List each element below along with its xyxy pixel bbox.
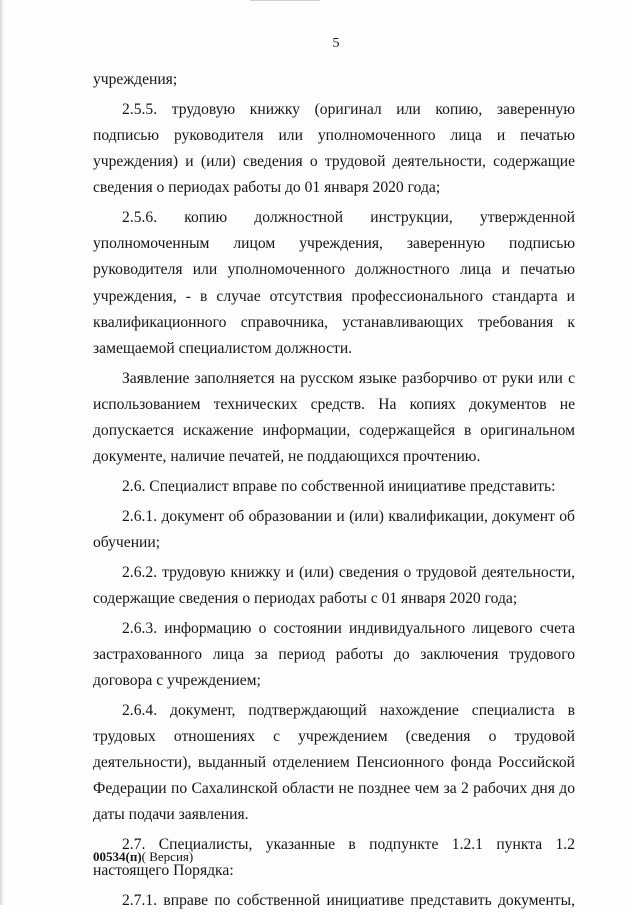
paragraph-2-5-6: 2.5.6. копию должностной инструкции, утвержденной уполномоченным лицом учреждения, заверенную подписью руководителя или уполномоченного должностного лица и печатью учреждения, - в случае отсутствия профессионального стандарта и квалификационного справочника, устанавливающих требования к замещаемой специалистом должности. <box>93 209 575 358</box>
document-code: 00534(п) <box>93 849 142 864</box>
paragraph-2-6-2: 2.6.2. трудовую книжку и (или) сведения о трудовой деятельности, содержащие сведения о периодах работы с 01 января 2020 года; <box>93 563 575 607</box>
paragraph-2-6-3: 2.6.3. информацию о состоянии индивидуального лицевого счета застрахованного лица за период работы до заключения трудового договора с учреждением; <box>93 619 575 689</box>
document-footer <box>93 849 193 865</box>
paragraph-2-7: 2.7. Специалисты, указанные в подпункте 1.2.1 пункта 1.2 настоящего Порядка: <box>93 836 575 880</box>
scan-top-mark <box>250 0 320 1</box>
document-version: ( Версия) <box>141 849 194 864</box>
paragraph-application-note: Заявление заполняется на русском языке разборчиво от руки или с использованием технических средств. На копиях документов не допускается искажение информации, содержащейся в оригинальном документе, наличие печатей, не поддающихся прочтению. <box>93 369 575 466</box>
document-body <box>93 67 575 918</box>
paragraph-2-7-1: 2.7.1. вправе по собственной инициативе представить документы, <box>122 892 575 910</box>
paragraph-continuation: учреждения; <box>93 71 178 88</box>
paragraph-2-6: 2.6. Специалист вправе по собственной инициативе представить: <box>122 478 556 496</box>
scan-edge-shadow <box>0 0 4 905</box>
paragraph-2-6-1: 2.6.1. документ об образовании и (или) квалификации, документ об обучении; <box>93 507 575 551</box>
paragraph-2-5-5: 2.5.5. трудовую книжку (оригинал или копию, заверенную подписью руководителя или уполномоченного лица и печатью учреждения) и (или) сведения о трудовой деятельности, содержащие сведения о периодах работы до 01 января 2020 года; <box>93 100 575 197</box>
paragraph-2-6-4: 2.6.4. документ, подтверждающий нахождение специалиста в трудовых отношениях с учреждением (сведения о трудовой деятельности), выданный отделением Пенсионного фонда Российской Федерации по Сахалинской области не позднее чем за 2 рабочих дня до даты подачи заявления. <box>93 701 575 824</box>
page-number: 5 <box>332 36 340 51</box>
